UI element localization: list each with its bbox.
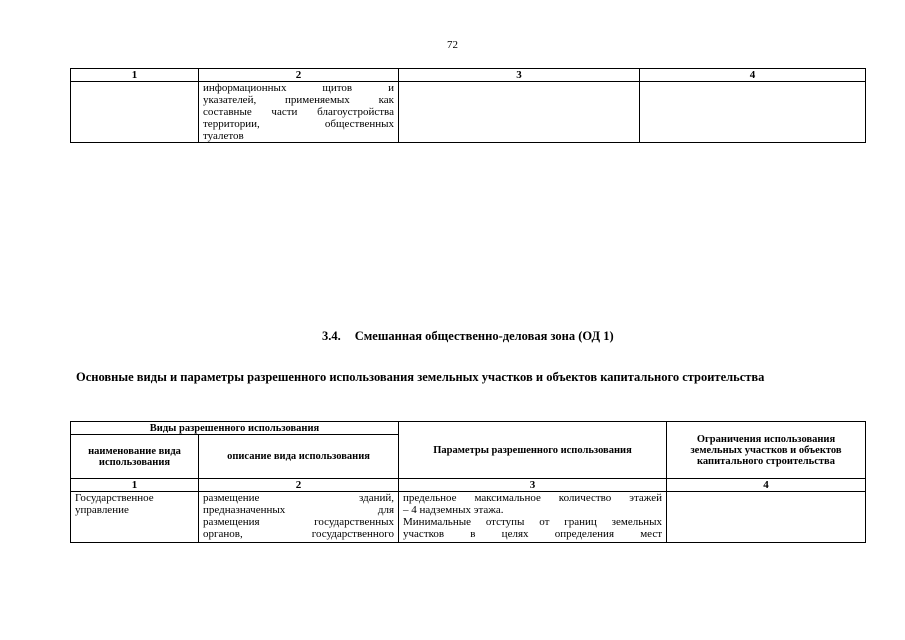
text-line: Минимальные отступы от границ земельных [403, 516, 663, 528]
text-line: информационных щитов и [203, 82, 394, 94]
cell-limits [667, 492, 866, 543]
text-line: участков в целях определения мест [403, 528, 663, 540]
text-line: туалетов [203, 130, 244, 142]
column-number-row [71, 479, 866, 492]
column-number: 3 [399, 479, 667, 492]
section-heading [322, 329, 614, 344]
column-number-row [71, 69, 866, 82]
text-line: размещения государственных [203, 516, 395, 528]
column-number: 2 [199, 69, 399, 82]
cell-col4 [640, 82, 866, 143]
table-row [71, 492, 866, 543]
table-row [71, 82, 866, 143]
header-name: наименование вида использования [71, 435, 199, 479]
text-line: указателей, применяемых как [203, 94, 394, 106]
cell-params [399, 492, 667, 543]
text-line: предназначенных для [203, 504, 395, 516]
column-number: 3 [399, 69, 640, 82]
subheading: Основные виды и параметры разрешенного использования земельных участков и объектов капитального строительства [76, 370, 765, 384]
page-number: 72 [447, 39, 458, 51]
column-number: 4 [667, 479, 866, 492]
header-limits: Ограничения использования земельных участков и объектов капитального строительства [667, 422, 866, 479]
cell-name: Государственное управление [71, 492, 199, 543]
cell-desc [199, 492, 399, 543]
header-row [71, 422, 866, 435]
text-line: составные части благоустройства [203, 106, 394, 118]
text-line: предельное максимальное количество этажей [403, 492, 663, 504]
cell-col3 [399, 82, 640, 143]
column-number: 4 [640, 69, 866, 82]
column-number: 2 [199, 479, 399, 492]
cell-col1 [71, 82, 199, 143]
header-params: Параметры разрешенного использования [399, 422, 667, 479]
text-line: органов, государственного [203, 528, 395, 540]
column-number: 1 [71, 69, 199, 82]
header-desc: описание вида использования [199, 435, 399, 479]
text-line: размещение зданий, [203, 492, 395, 504]
section-title: Смешанная общественно-деловая зона (ОД 1) [354, 329, 614, 343]
header-group: Виды разрешенного использования [71, 422, 399, 435]
continuation-table [70, 68, 866, 143]
cell-col2 [199, 82, 399, 143]
text-line: – 4 надземных этажа. [403, 504, 504, 516]
text-line: территории, общественных [203, 118, 394, 130]
permitted-use-table [70, 421, 866, 543]
column-number: 1 [71, 479, 199, 492]
section-number: 3.4. [322, 329, 341, 343]
